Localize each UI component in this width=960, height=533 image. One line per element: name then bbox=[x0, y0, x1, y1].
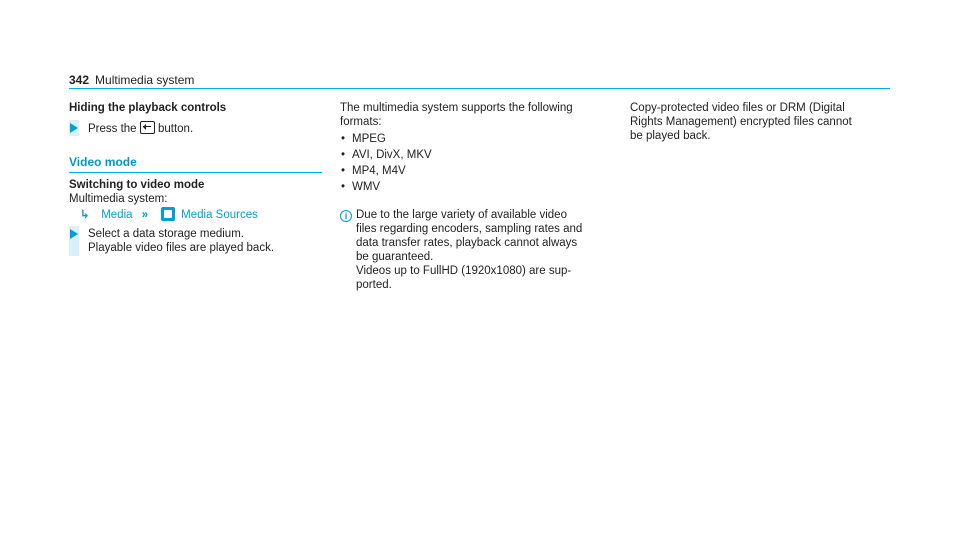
nav-media-sources[interactable]: Media Sources bbox=[181, 209, 258, 221]
back-button-icon bbox=[140, 121, 155, 134]
note-line: Due to the large variety of available video bbox=[356, 209, 567, 221]
section-title: Multimedia system bbox=[95, 73, 195, 87]
drm-note bbox=[630, 101, 852, 143]
drm-line: be played back. bbox=[630, 130, 711, 142]
nav-path bbox=[80, 207, 258, 222]
formats-intro-line-1: The multimedia system supports the following bbox=[340, 102, 573, 114]
video-mode-heading: Video mode bbox=[69, 155, 137, 169]
nav-arrow-icon: » bbox=[141, 209, 149, 221]
drm-line: Rights Management) encrypted files cannot bbox=[630, 116, 852, 128]
format-item: • AVI, DivX, MKV bbox=[340, 147, 432, 163]
multimedia-system-label: Multimedia system: bbox=[69, 193, 168, 205]
info-icon: i bbox=[340, 209, 352, 223]
page-header bbox=[69, 73, 194, 88]
press-prefix: Press the bbox=[88, 123, 137, 135]
note-line: ported. bbox=[356, 279, 392, 291]
step-arrow-icon bbox=[70, 229, 78, 243]
note-line: files regarding encoders, sampling rates and bbox=[356, 223, 583, 235]
nav-media[interactable]: Media bbox=[101, 209, 133, 221]
note-block bbox=[356, 208, 582, 292]
formats-intro-line-2: formats: bbox=[340, 116, 382, 128]
hiding-heading: Hiding the playback controls bbox=[69, 102, 227, 114]
note-line: Videos up to FullHD (1920x1080) are sup- bbox=[356, 265, 572, 277]
page-number: 342 bbox=[69, 73, 90, 87]
press-suffix: button. bbox=[157, 123, 194, 135]
format-item: • WMV bbox=[340, 179, 432, 195]
switching-heading: Switching to video mode bbox=[69, 179, 205, 191]
header-divider bbox=[69, 88, 890, 89]
select-line-2: Playable video files are played back. bbox=[88, 242, 275, 254]
step-arrow-icon bbox=[70, 123, 78, 137]
select-line-1: Select a data storage medium. bbox=[88, 228, 244, 240]
format-item: • MP4, M4V bbox=[340, 163, 432, 179]
note-line: be guaranteed. bbox=[356, 251, 434, 263]
press-back-instruction bbox=[88, 121, 193, 136]
drm-line: Copy-protected video files or DRM (Digital bbox=[630, 102, 845, 114]
format-item: • MPEG bbox=[340, 131, 432, 147]
video-mode-divider bbox=[69, 172, 322, 173]
nav-entry-arrow-icon: ↳ bbox=[80, 209, 90, 221]
media-sources-icon bbox=[161, 207, 175, 221]
note-line: data transfer rates, playback cannot always bbox=[356, 237, 578, 249]
formats-list bbox=[340, 131, 432, 195]
